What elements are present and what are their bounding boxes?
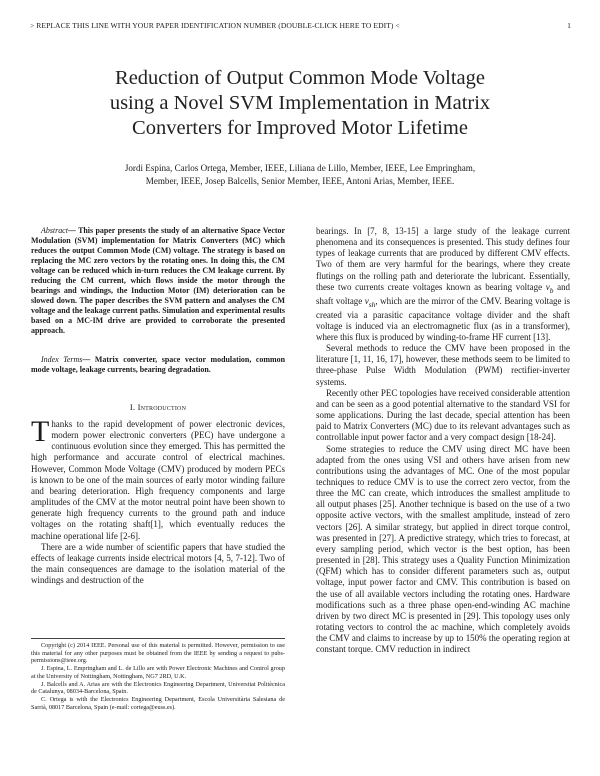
intro-paragraph-2: There are a wide number of scientific papers that have studied the effects of leakage currents inside electrical motors [4, 5, 7-12]. Two of the main consequences are damage to the isolation material of the windings and destruction of the: [31, 541, 285, 586]
section-number: I.: [129, 402, 136, 412]
title-line-3: Converters for Improved Motor Lifetime: [132, 117, 468, 139]
page-number: 1: [567, 21, 571, 30]
header-text: > REPLACE THIS LINE WITH YOUR PAPER IDENTIFICATION NUMBER (DOUBLE-CLICK HERE TO EDIT) <: [30, 21, 400, 30]
drop-cap: T: [31, 415, 50, 448]
index-terms: [31, 355, 285, 375]
footnote-copyright: Copyright (c) 2014 IEEE. Personal use of this material is permitted. However, permission to use this material for any other purposes must be obtained from the IEEE by sending a request to pubs-permissions@ieee.org.: [31, 642, 285, 665]
vsh-symbol: v: [364, 295, 369, 306]
section-heading: [31, 402, 285, 412]
shaft-voltage-symbol: [364, 295, 376, 309]
title-line-2: using a Novel SVM Implementation in Matrix: [109, 92, 491, 114]
footnote-affiliation-2: J. Balcells and A. Arias are with the Electronics Engineering Department, Universitat Politècnica de Catalunya, 08034-Barcelona, Spain.: [31, 680, 285, 696]
footnotes: [31, 642, 285, 711]
vsh-subscript: sh: [368, 299, 376, 309]
section-title: Introduction: [137, 402, 187, 412]
author-list: [40, 162, 560, 187]
intro-paragraph-1: [31, 415, 285, 542]
vb-subscript: b: [549, 285, 554, 295]
p1-text-b: and shaft voltage: [316, 281, 571, 306]
right-paragraph-4: Some strategies to reduce the CMV using direct MC have been adapted from the ones using VSI and others have arisen from new contributions using the advantages of MC. One of the most popular techniques to reduce CMV is to use the correct zero vector, from the three the MC can create, which introduces the smallest amplitude to all output phases [25]. Another technique is based on the use of a two opposite active vectors, with the smallest amplitude, instead of zero vectors [26]. A similar strategy, but applied in direct torque control, was presented in [27]. A predictive strategy, which tries to forecast, at every sampling period, which vector is the best option, has been presented in [28]. This strategy uses a Quality Function Minimization (QFM) which has to consider different parameters such as, output voltage, input power factor and CMV. This contribution is based on the use of all available vectors including the rotating ones. Hardware modifications such as a three phase open-end-winding AC machine driven by two direct MC is presented in [29]. This topology uses only rotating vectors to control the ac machine, which completely avoids the CMV and claims to increase by up to 150% the operating region at constant torque. CMV reduction in indirect: [316, 443, 570, 655]
abstract: [31, 226, 285, 337]
intro-paragraph-1-text: hanks to the rapid development of power electronic devices, modern power electronic converters (PEC) have undergone a continuous evolution since they emerged. This has permitted the high performance and accurate control of electrical machines. However, Common Mode Voltage (CMV) produced by modern PECs is known to be one of the main sources of early motor winding failure and bearing deterioration. High frequency components and large amplitudes of the CMV at the motor neutral point have been shown to generate high frequency currents to the ground path and induce voltages on the rotating shaft[1], which eventually reduces the machine operational life [2-6].: [31, 419, 285, 541]
index-terms-lead: Index Terms: [41, 355, 83, 364]
footnote-affiliation-1: J. Espina, L. Empringham and L. de Lillo are with Power Electronic Machines and Control group at the University of Nottingham, Nottingham, NG7 2RD, U.K.: [31, 665, 285, 680]
introduction-body: [31, 415, 285, 586]
p1-text-a: bearings. In [7, 8, 13-15] a large study of the leakage current phenomena and its consequences is presented. This study defines four types of leakage currents that are produced by different CMV effects. Two of them are very harmful for the bearings, where they create flutings on the rolling path and deteriorate the lubricant. Essentially, these two currents create voltages known as bearing voltage: [316, 226, 570, 292]
right-paragraph-1: [316, 226, 570, 343]
footnote-divider: [31, 638, 285, 639]
abstract-lead: Abstract: [41, 226, 68, 235]
footnote-affiliation-3: C. Ortega is with the Electronics Engineering Department, Escola Universitària Salesiana de Sarrià, 08017 Barcelona, Spain (e-mail: cortega@euss.es).: [31, 695, 285, 711]
authors-line-2: Member, IEEE, Josep Balcells, Senior Member, IEEE, Antoni Arias, Member, IEEE.: [145, 175, 455, 186]
right-paragraph-2: Several methods to reduce the CMV have been proposed in the literature [1, 11, 16, 17], however, these methods seem to be limited to three-phase Pulse Width Modulation (PWM) rectifier-inverter systems.: [316, 343, 570, 387]
title-line-1: Reduction of Output Common Mode Voltage: [115, 67, 485, 89]
p1-text-c: , which are the mirror of the CMV. Bearing voltage is created via a parasitic capacitance voltage divider and the shaft voltage is induced via an electromagnetic flux (as in a transformer), where this flux is produced by winding-to-frame HF current [13].: [316, 295, 570, 342]
vb-symbol: v: [545, 281, 550, 292]
right-paragraph-3: Recently other PEC topologies have received considerable attention and can be seen as a good potential alternative to the standard VSI for some applications. During the last decade, special attention has been paid to Matrix Converters (MC) due to its relevant advantages such as controllable input power factor and a very compact design [18-24].: [316, 387, 570, 443]
authors-line-1: Jordi Espina, Carlos Ortega, Member, IEEE, Liliana de Lillo, Member, IEEE, Lee Empringham,: [124, 163, 476, 173]
index-terms-text: — Matrix converter, space vector modulation, common mode voltage, leakage currents, bearing degradation.: [31, 355, 286, 375]
abstract-text: — This paper presents the study of an alternative Space Vector Modulation (SVM) implementation for Matrix Converters (MC) which reduces the output Common Mode (CM) voltage. The strategy is based on replacing the MC zero vectors by the rotating ones. In doing this, the CM voltage can be reduced which in-turn reduces the CM leakage current. By reducing the CM current, which flows inside the motor through the bearings and windings, the Induction Motor (IM) deterioration can be slowed down. The paper describes the SVM pattern and analyses the CM voltage and the leakage current paths. Simulation and experimental results based on a MC-IM drive are provided to corroborate the presented approach.: [31, 226, 285, 336]
paper-title: [40, 66, 560, 141]
right-column: [316, 226, 570, 656]
